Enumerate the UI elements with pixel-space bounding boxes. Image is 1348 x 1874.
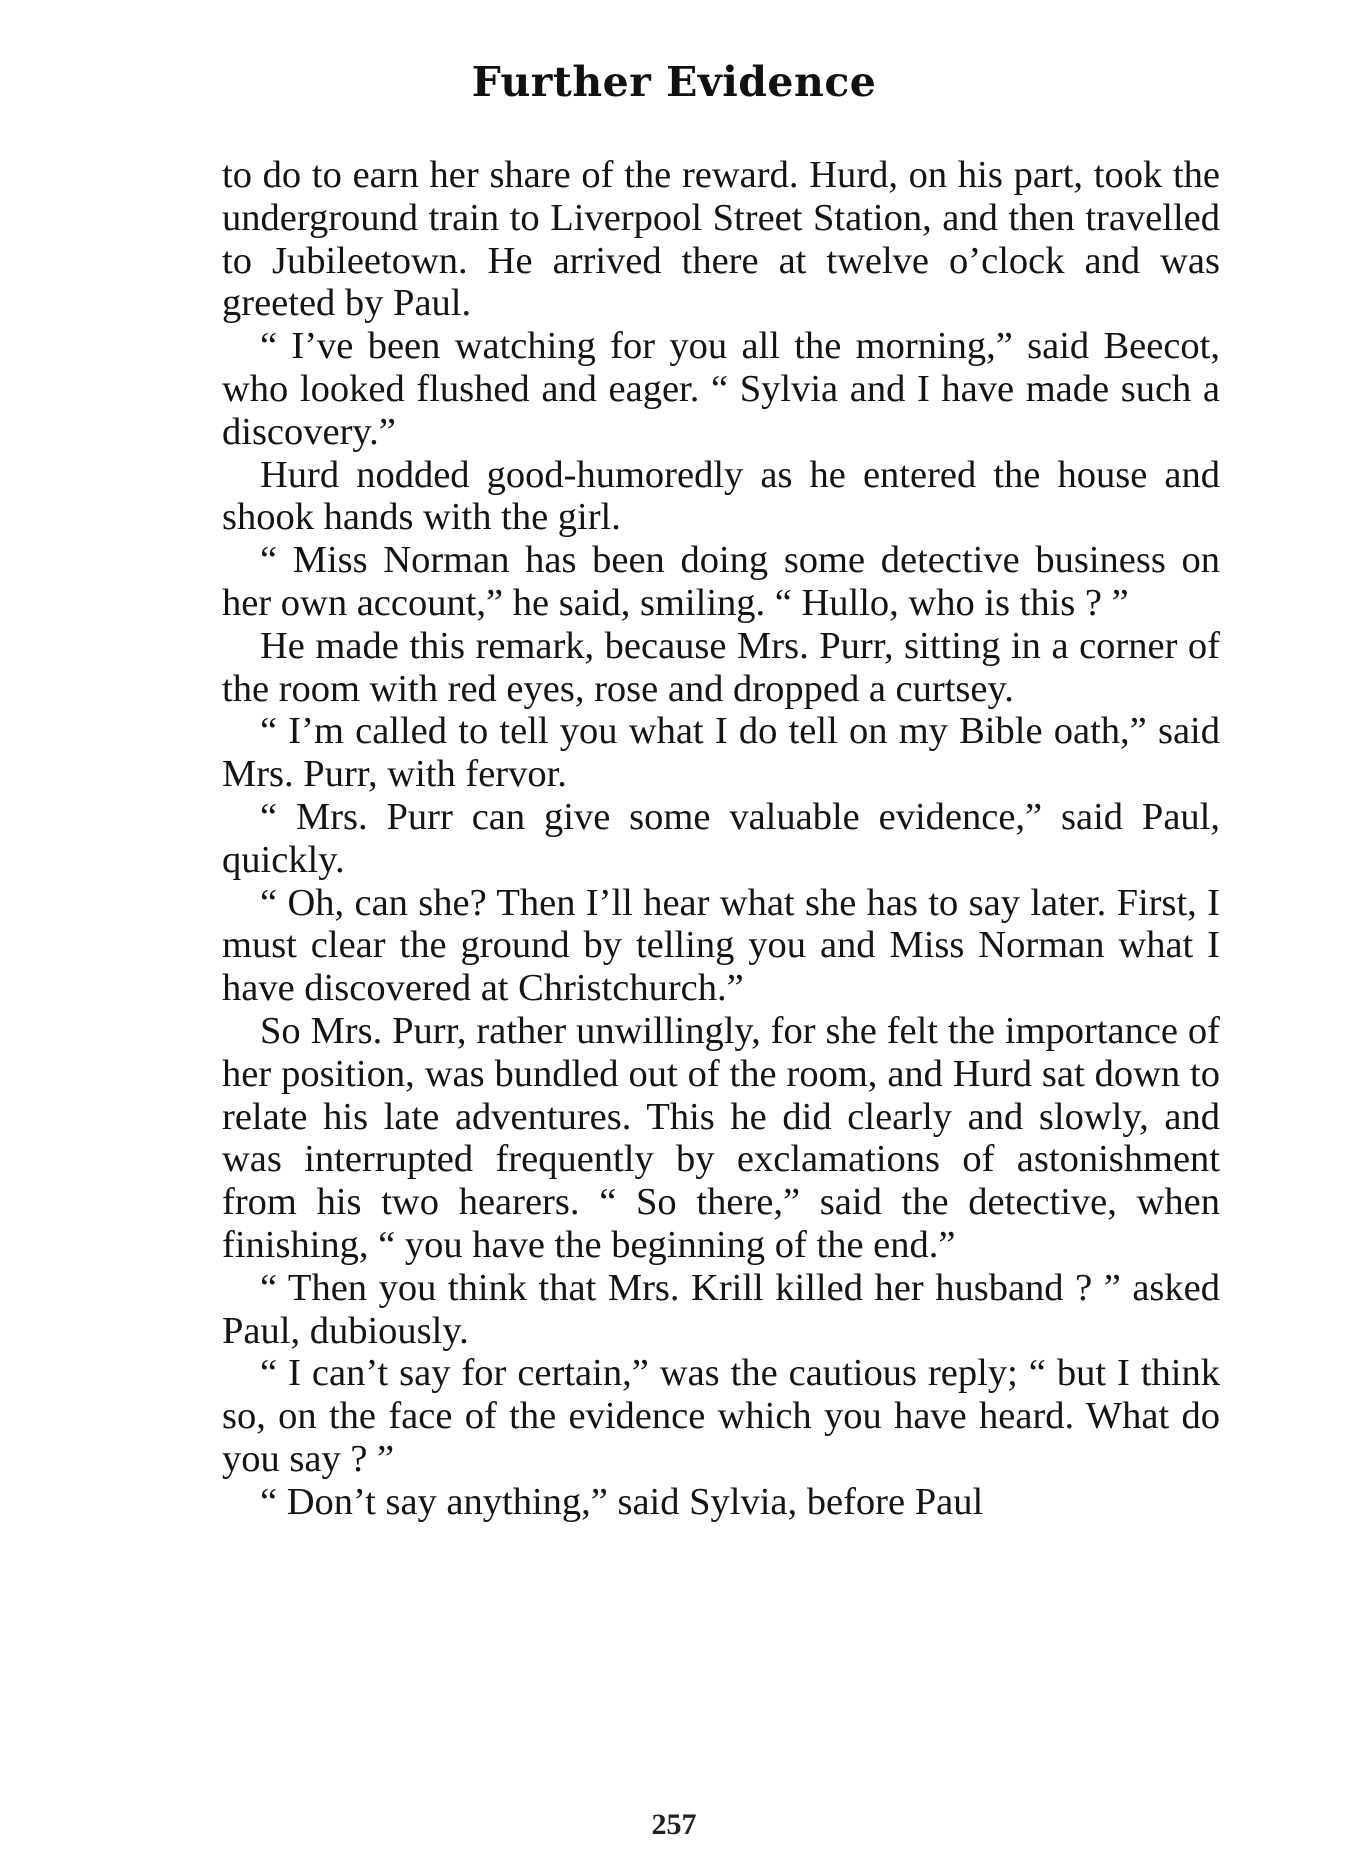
body-text <box>222 154 1220 1524</box>
paragraph: So Mrs. Purr, rather unwillingly, for she felt the importance of her position, was bundled out of the room, and Hurd sat down to relate his late adventures. This he did clearly and slowly, and was interrupted frequently by exclamations of astonishment from his two hearers. “ So there,” said the detective, when finishing, “ you have the beginning of the end.” <box>222 1009 1220 1266</box>
paragraph: “ Then you think that Mrs. Krill killed her husband ? ” asked Paul, dubiously. <box>222 1266 1220 1352</box>
paragraph: “ Miss Norman has been doing some detective business on her own account,” he said, smiling. “ Hullo, who is this ? ” <box>222 539 1220 624</box>
paragraph: “ Mrs. Purr can give some valuable evidence,” said Paul, quickly. <box>222 795 1220 881</box>
paragraph: “ I’m called to tell you what I do tell on my Bible oath,” said Mrs. Purr, with fervor. <box>222 710 1220 796</box>
running-head: Further Evidence <box>471 58 877 106</box>
paragraph: “ I can’t say for certain,” was the cautious reply; “ but I think so, on the face of the evidence which you have heard. What do you say ? ” <box>222 1352 1220 1480</box>
paragraph: to do to earn her share of the reward. Hurd, on his part, took the underground train to Liverpool Street Station, and then travelled to Jubileetown. He arrived there at twelve o’clock and was greeted by Paul. <box>222 154 1220 325</box>
paragraph: “ Don’t say anything,” said Sylvia, before Paul <box>260 1480 984 1523</box>
paragraph: Hurd nodded good-humoredly as he entered the house and shook hands with the girl. <box>222 453 1220 539</box>
page-number: 257 <box>651 1808 697 1841</box>
paragraph: “ Oh, can she? Then I’ll hear what she has to say later. First, I must clear the ground by telling you and Miss Norman what I have discovered at Christchurch.” <box>222 881 1220 1010</box>
paragraph: “ I’ve been watching for you all the morning,” said Beecot, who looked flushed and eager. “ Sylvia and I have made such a discovery.” <box>222 325 1220 453</box>
paragraph: He made this remark, because Mrs. Purr, sitting in a corner of the room with red eyes, rose and dropped a curtsey. <box>222 624 1220 710</box>
